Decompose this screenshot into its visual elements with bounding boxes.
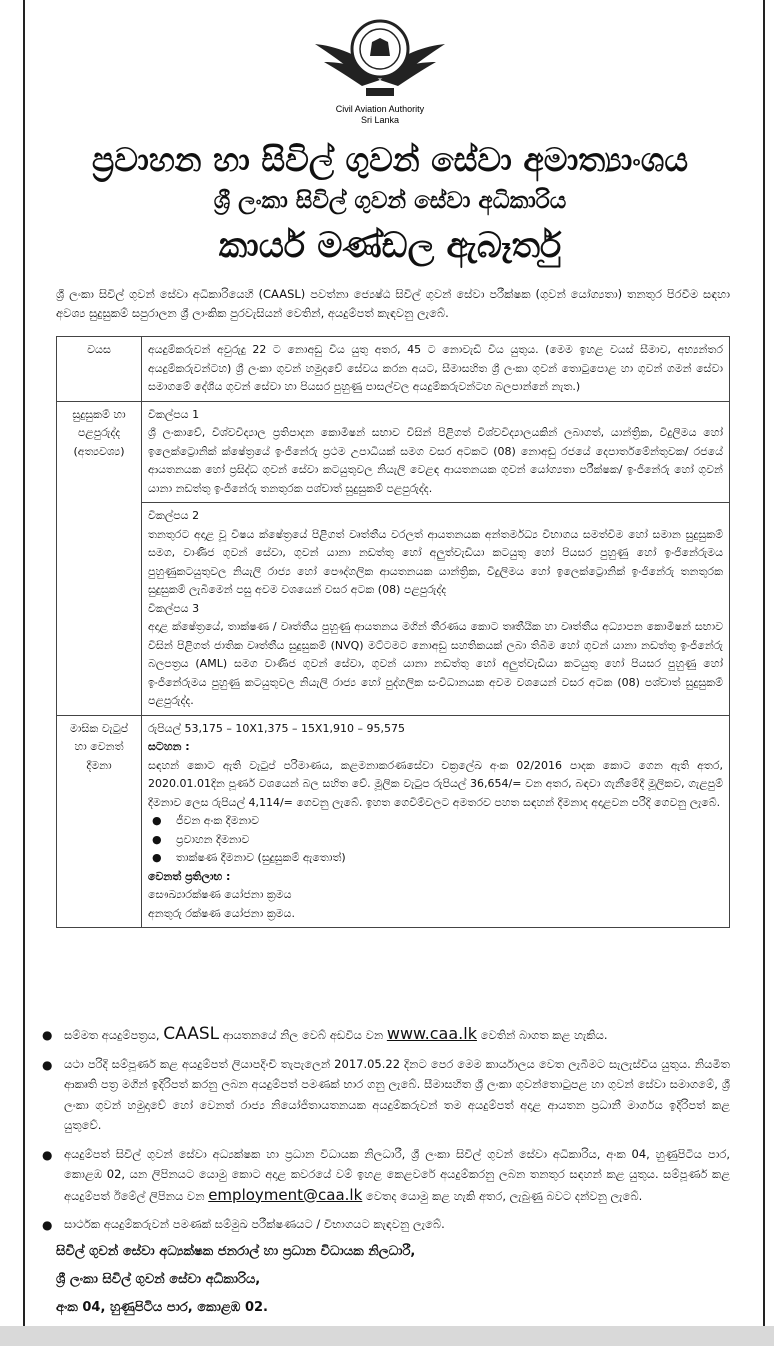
note1-text-a: සම්මත අයදුම්පත්‍රය,	[64, 1028, 164, 1042]
benefit-item: සෞඛ්‍යාරක්ෂණ යෝජනා ක්‍රමය	[148, 888, 292, 901]
bottom-band	[0, 1326, 774, 1346]
authority-heading: ශ්‍රී ලංකා සිවිල් ගුවන් සේවා අධිකාරිය	[213, 188, 567, 214]
notes-section	[40, 1024, 730, 1243]
option2-title: විකල්පය 2	[148, 509, 200, 522]
logo-text-line2: Sri Lanka	[360, 115, 400, 125]
note2-text: යථා පරිදි සම්පූර්ණ කළ අයදුම්පත් ලියාපදිංචි තැපැලෙන් 2017.05.22 දිනට පෙර මෙම කාර්යාලය වෙත ලැබීමට සැලැස්විය යුතුය. නියමිත ආකෘති පත්‍ර මගින් ඉදිරිපත් කරනු ලබන අයදුම්පත් පමණක් භාර ගනු ලැබේ. සීමාසහිත ශ්‍රී ලංකා ගුවන්තොටුපළ හා ගුවන් සේවා සමාගමේ, ශ්‍රී ලංකා ගුවන් හමුදාවේ හෝ වෙනත් රාජ්‍ය නියෝජිතායතනයක අයදුම්කරුවන් තම අයදුම්පත් අදාළ ආයතන ප්‍රධානී මාර්ගය ඉදිරිපත් කළ යුතුවේ.	[64, 1056, 730, 1132]
note1-caasl: CAASL	[163, 1024, 220, 1044]
allowance-list	[148, 812, 723, 868]
bullet-icon: ●	[42, 1057, 53, 1072]
signature-line1: සිවිල් ගුවන් සේවා අධ්‍යක්ෂක ජනරාල් හා ප්‍රධාන විධායක නිලධාරී,	[56, 1244, 416, 1259]
option1-cell	[142, 401, 730, 503]
option3-title: විකල්පය 3	[148, 601, 200, 615]
table-row-age	[57, 337, 730, 402]
table-row-qualification	[57, 401, 730, 503]
signature-line3: අංක 04, හුණුපිටිය පාර, කොළඹ 02.	[56, 1300, 268, 1315]
list-item: ● ප්‍රවාහන දීමනාව	[148, 831, 723, 850]
note-submission	[40, 1054, 730, 1136]
note4-text: සාර්ථක අයදුම්කරුවන් පමණක් සම්මුඛ පරීක්ෂණයට / විභාගයට කැඳවනු ලැබේ.	[64, 1217, 445, 1231]
logo-text-line1: Civil Aviation Authority	[335, 104, 425, 114]
benefits-title: වෙනත් ප්‍රතිලාභ :	[148, 869, 231, 883]
note3-text-b: වෙතද යොමු කළ හැකි අතර, ලැබුණු බවට දන්වනු ලැබේ.	[362, 1188, 643, 1203]
list-item: ● තාක්ෂණ දීමනාව (සුදුසුකම් ඇතොත්)	[148, 849, 723, 868]
qualification-label: සුදුසුකම් හා පළපුරුද්ද (අත්‍යවශ්‍ය)	[57, 401, 142, 715]
option3-text: අදාළ ක්ෂේත්‍රයේ, තාක්ෂණ / වෘත්තීය පුහුණු ආයතනය මගින් තීරණය කොට තෘතීයික හා වෘත්තීය අධ්‍යාපන කොමිෂන් සභාව විසින් පිළිගත් ජාතික වෘත්තීය සුදුසුකම් (NVQ) මට්ටමට නොඅඩු සහතිකයක් ලබා තිබීම හෝ ගුවන් යානා නඩත්තු ඉංජිනේරු බලපත්‍රය (AML) සමග වාණිජ ගුවන් සේවා, ගුවන් යානා නඩත්තු හෝ අලුත්වැඩියා කටයුතු හෝ පියසර පුහුණු හෝ ඉංජිනේරුමය පුහුණු කටයුතුවල නියැලි රාජ්‍ය හෝ පුද්ගලික සංවිධානයක අවම වශයෙන් වසර අටක (08) පශ්චාත් සුදුසුකම් පළපුරුද්ද.	[148, 620, 723, 707]
bullet-icon: ●	[42, 1147, 53, 1162]
right-border	[763, 0, 765, 1326]
website-link[interactable]: www.caa.lk	[386, 1024, 477, 1043]
note-address	[40, 1144, 730, 1207]
table-row-salary	[57, 715, 730, 928]
note1-text-b: ආයතනයේ නිල වෙබ් අඩවිය වන	[219, 1028, 387, 1042]
requirements-table	[56, 336, 730, 928]
option1-title: විකල්පය 1	[148, 407, 200, 421]
salary-note-text: සඳහන් කොට ඇති වැටුප් පරිමාණය, කළමනාකරණසේවා චක්‍රලේඛ අංක 02/2016 පාදක කොට ගෙන ඇති අතර, 2020.01.01දින පූර්ණ වශයෙන් බල සහිත වේ. මූලික වැටුප රුපියල් 36,654/= වන අතර, බඳවා ගැනීමේදී මූලිකව, ගැළපුම් දීමනාව ලෙස රුපියල් 4,114/= ගෙවනු ලැබේ. ඉහත ගෙවීම්වලට අමතරව පහත සඳහන් දීමනාද අදාළවන පරිදි ගෙවනු ලැබේ.	[148, 758, 723, 809]
vacancies-title: කාර්ය මණ්ඩල ඇබෑර්තු	[218, 226, 562, 266]
age-label: වයස	[57, 337, 142, 402]
salary-scale: රුපියල් 53,175 – 10X1,375 – 15X1,910 – 95,575	[148, 721, 405, 735]
note3-text-a: අයදුම්පත් සිවිල් ගුවන් සේවා අධ්‍යක්ෂක හා ප්‍රධාන විධායක නිලධාරී, ශ්‍රී ලංකා සිවිල් ගුවන් සේවා අධිකාරිය, අංක 04, හුණුපිටිය පාර, කොළඹ 02, යන ලිපිනයට යොමු කොට අදාළ කවරයේ වම් ඉහළ කෙළවරේ අයදුම්කරනු ලබන තනතුර සඳහන් කළ යුතුය. සම්පූර්ණ කළ අයදුම්පත් ඊමේල් ලිපිනය වන	[64, 1146, 730, 1203]
note-download	[40, 1024, 730, 1046]
option2-3-cell	[142, 503, 730, 716]
signature-block	[56, 1238, 730, 1322]
benefit-item: අනතුරු රක්ෂණ යෝජනා ක්‍රමය.	[148, 906, 295, 920]
table-row-options	[57, 503, 730, 716]
note-interview	[40, 1214, 730, 1235]
bullet-icon: ●	[42, 1218, 53, 1232]
note1-text-c: වෙතින් බාගත කළ හැකිය.	[476, 1028, 608, 1042]
salary-note-title: සටහන :	[148, 740, 190, 753]
salary-cell	[142, 715, 730, 928]
email-link[interactable]: employment@caa.lk	[208, 1185, 363, 1204]
salary-label: මාසික වැටුප් හා වෙනත් දීමනා	[57, 715, 142, 928]
option1-text: ශ්‍රී ලංකාවේ, විශ්වවිද්‍යාල ප්‍රතිපාදන කොමිෂන් සභාව විසින් පිළිගත් විශ්වවිද්‍යාලයකින් ලබාගත්, යාන්ත්‍රික, විදුලිමය හෝ ඉලෙක්ට්‍රොනික් ක්ෂේත්‍රයේ ඉංජිනේරු ප්‍රථම උපාධියක් සමග වසර අටකට (08) නොඅඩු රජයේ දෙපාර්තමේන්තුවක/ රජයේ ආයතනයක හෝ ප්‍රසිද්ධ ගුවන් සේවා කටයුතුවල නියැලි වෙළඳ ආයතනයක ගුවන් යෝග්‍යතා පරීක්ෂක/ ඉංජිනේරු හෝ ගුවන් යානා නඩත්තු ඉංජිනේරු තනතුරක පශ්චාත් සුදුසුකම් පළපුරුද්ද.	[148, 426, 723, 495]
option2-text: තනතුරට අදාළ වූ විෂය ක්ෂේත්‍රයේ පිළිගත් වෘත්තීය වරලත් ආයතනයක අන්තර්මධ්‍ය විභාගය සමත්වීම හෝ සමාන සුදුසුකම් සමග, වාණිජ ගුවන් සේවා, ගුවන් යානා නඩත්තු හෝ අලුත්වැඩියා කටයුතු හෝ පියසර පුහුණු හෝ ඉංජිනේරුමය පුහුණුකටයුතුවල නියැලි රාජ්‍ය හෝ පෞද්ගලික ආයතනයක යාන්ත්‍රික, විදුලිමය හෝ ඉලෙක්ට්‍රොනික් ඉංජිනේරු තනතුරක සුදුසුකම් ලැබීමෙන් පසු අවම වශයෙන් වසර අටක (08) පළපුරුද්ද	[148, 527, 723, 596]
ministry-heading: ප්‍රවාහන හා සිවිල් ගුවන් සේවා අමාත්‍යාංශය	[91, 140, 689, 179]
intro-paragraph: ශ්‍රී ලංකා සිවිල් ගුවන් සේවා අධිකාරියෙහි (CAASL) පවත්නා ජ්‍යෙෂ්ඨ සිවිල් ගුවන් සේවා පරීක්ෂක (ගුවන් යෝග්‍යතා) තනතුර පිරවීම සඳහා අවශ්‍ය සුදුසුකම් සපුරාලන ශ්‍රී ලාංකික පුරවැසියන් වෙතින්, අයදුම්පත් කැඳවනු ලැබේ.	[56, 287, 730, 320]
caasl-logo-icon	[310, 4, 450, 134]
signature-line2: ශ්‍රී ලංකා සිවිල් ගුවන් සේවා අධිකාරිය,	[56, 1272, 261, 1287]
bullet-icon: ●	[42, 1028, 53, 1042]
left-border	[23, 0, 25, 1326]
age-text: අයදුම්කරුවන් අවුරුදු 22 ට නොඅඩු විය යුතු අතර, 45 ට නොවැඩි විය යුතුය. (මෙම ඉහළ වයස් සීමාව, අභ්‍යන්තර අයදුම්කරුවන්ටහ) ශ්‍රී ලංකා ගුවන් හමුදාවේ සේවය කරන අයට, සීමාසහිත ශ්‍රී ලංකා ගුවන් තොටුපොළ හා ගුවන් ගමන් සේවා සමාගමේ දේශීය ගුවන් සේවා හා පියසර පුහුණු පාසල්වල අයදුම්කරුවන්ටහ බලපාන්නේ නැත.)	[142, 337, 730, 402]
list-item: ● ජීවන අංක දීමනාව	[148, 812, 723, 831]
